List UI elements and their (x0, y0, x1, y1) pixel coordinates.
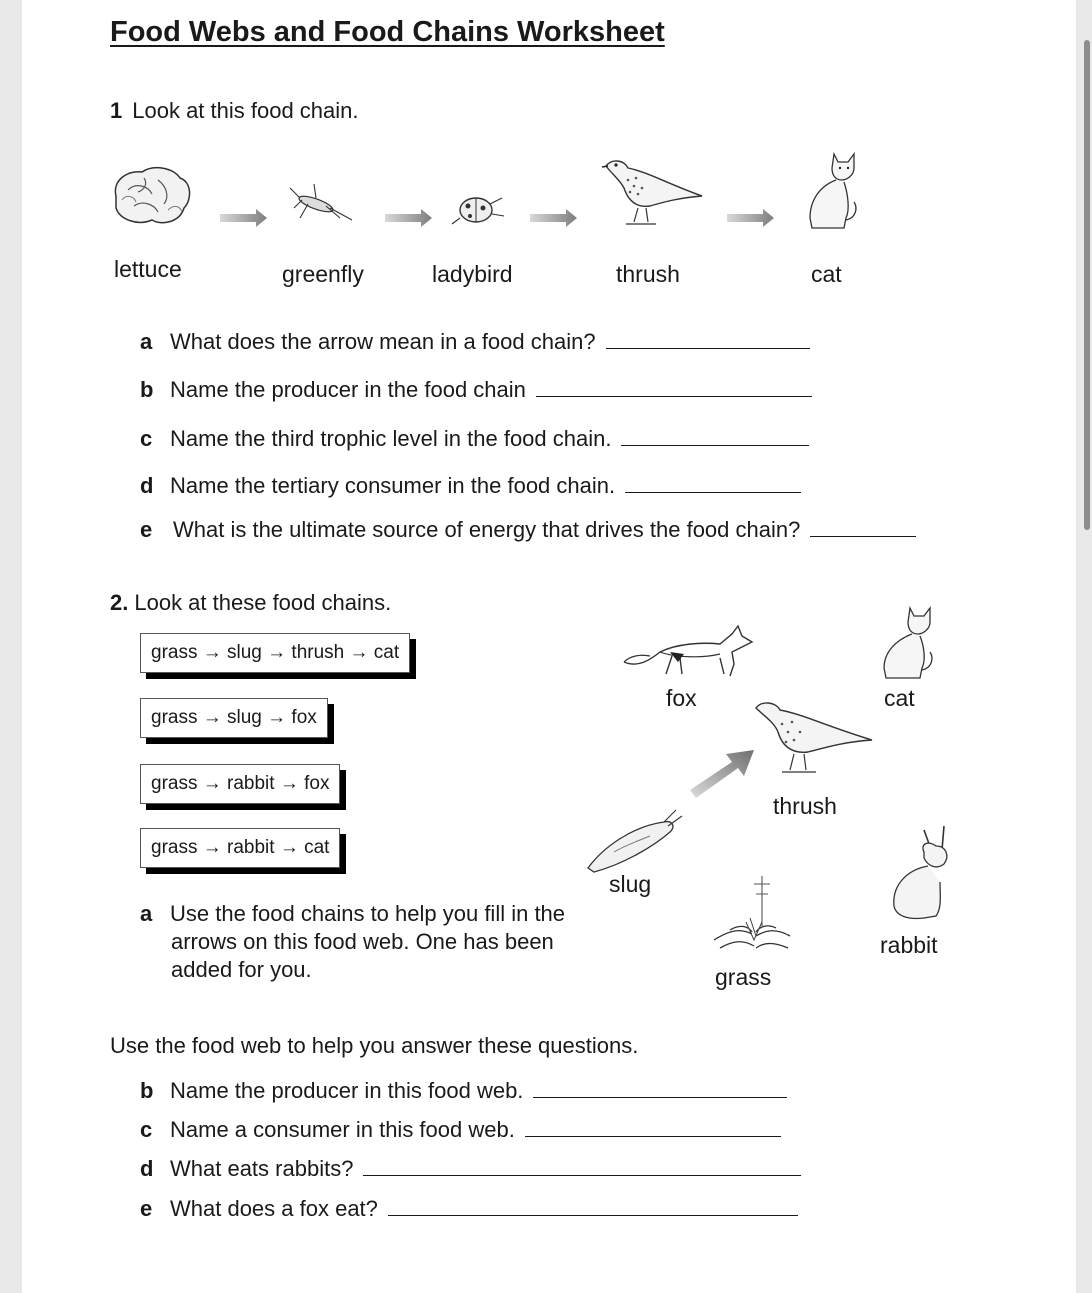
chain-box-2: grass → slug → fox (140, 698, 328, 738)
q1c-letter: c (140, 426, 153, 451)
q2a-letter: a (140, 901, 153, 926)
label-thrush: thrush (616, 261, 680, 287)
q2b-answer-line[interactable] (533, 1077, 787, 1098)
q2b-letter: b (140, 1078, 154, 1103)
q2a-line-3: added for you. (171, 957, 312, 982)
web-example-arrow (686, 744, 758, 802)
q2e-question (140, 1195, 798, 1222)
q2d-question (140, 1155, 801, 1182)
page-title: Food Webs and Food Chains Worksheet (110, 16, 665, 48)
label-cat: cat (811, 261, 842, 287)
scrollbar[interactable] (1084, 40, 1090, 530)
q1e-text: What is the ultimate source of energy that drives the food chain? (173, 517, 801, 542)
chain-box-4: grass → rabbit → cat (140, 828, 340, 868)
q2d-answer-line[interactable] (363, 1155, 801, 1176)
q1c-answer-line[interactable] (621, 425, 809, 446)
slug-icon (584, 806, 684, 876)
q2-heading-text: Look at these food chains. (134, 590, 392, 615)
q2a-line-1: Use the food chains to help you fill in the (170, 901, 566, 926)
label-ladybird: ladybird (432, 261, 513, 287)
q2a-line-2: arrows on this food web. One has been (171, 929, 554, 954)
cat-icon (800, 148, 864, 232)
q2c-text: Name a consumer in this food web. (170, 1117, 515, 1142)
q1e-letter: e (140, 517, 153, 542)
chain-box-1: grass → slug → thrush → cat (140, 633, 410, 673)
q1d-question (140, 472, 801, 499)
q2b-text: Name the producer in this food web. (170, 1078, 524, 1103)
web-label-fox: fox (666, 685, 697, 711)
thrush-web-icon (752, 696, 876, 780)
q1c-question (140, 425, 809, 452)
q1b-question (140, 376, 812, 403)
thrush-icon (598, 152, 708, 232)
chain-box-3: grass → rabbit → fox (140, 764, 340, 804)
q1c-text: Name the third trophic level in the food chain. (170, 426, 612, 451)
web-label-rabbit: rabbit (880, 932, 938, 958)
cat-web-icon (874, 604, 938, 682)
q2-heading (110, 590, 391, 616)
q1a-answer-line[interactable] (606, 328, 810, 349)
q1d-answer-line[interactable] (625, 472, 801, 493)
q2b-question (140, 1077, 787, 1104)
web-label-grass: grass (715, 964, 772, 990)
q1d-text: Name the tertiary consumer in the food chain. (170, 473, 616, 498)
web-label-slug: slug (609, 871, 652, 897)
greenfly-icon (286, 178, 356, 224)
q2-intro: Use the food web to help you answer these questions. (110, 1033, 639, 1058)
rabbit-icon (884, 822, 954, 922)
q2d-letter: d (140, 1156, 154, 1181)
q2c-answer-line[interactable] (525, 1116, 781, 1137)
q1-number: 1 (110, 98, 123, 123)
label-lettuce: lettuce (114, 256, 182, 282)
q1a-text: What does the arrow mean in a food chain? (170, 329, 596, 354)
q1b-answer-line[interactable] (536, 376, 812, 397)
q1a-question (140, 328, 810, 355)
web-label-thrush: thrush (773, 793, 837, 819)
web-label-cat: cat (884, 685, 915, 711)
q1a-letter: a (140, 329, 153, 354)
q1-heading (110, 98, 359, 124)
q2c-question (140, 1116, 781, 1143)
q1b-text: Name the producer in the food chain (170, 377, 526, 402)
chain-arrow-2 (385, 208, 433, 228)
label-greenfly: greenfly (282, 261, 364, 287)
q2c-letter: c (140, 1117, 153, 1142)
q1e-answer-line[interactable] (810, 516, 916, 537)
q2d-text: What eats rabbits? (170, 1156, 354, 1181)
fox-icon (620, 618, 756, 680)
q2a-question (140, 901, 565, 927)
chain-arrow-4 (727, 208, 775, 228)
chain-arrow-1 (220, 208, 268, 228)
q2e-answer-line[interactable] (388, 1195, 798, 1216)
q1d-letter: d (140, 473, 154, 498)
q2e-letter: e (140, 1196, 153, 1221)
q2-number: 2. (110, 590, 129, 615)
q1b-letter: b (140, 377, 154, 402)
lettuce-icon (108, 160, 194, 232)
ladybird-icon (450, 188, 506, 228)
grass-icon (710, 870, 794, 956)
q1e-question (140, 516, 916, 543)
chain-arrow-3 (530, 208, 578, 228)
q2e-text: What does a fox eat? (170, 1196, 378, 1221)
q1-heading-text: Look at this food chain. (132, 98, 359, 123)
